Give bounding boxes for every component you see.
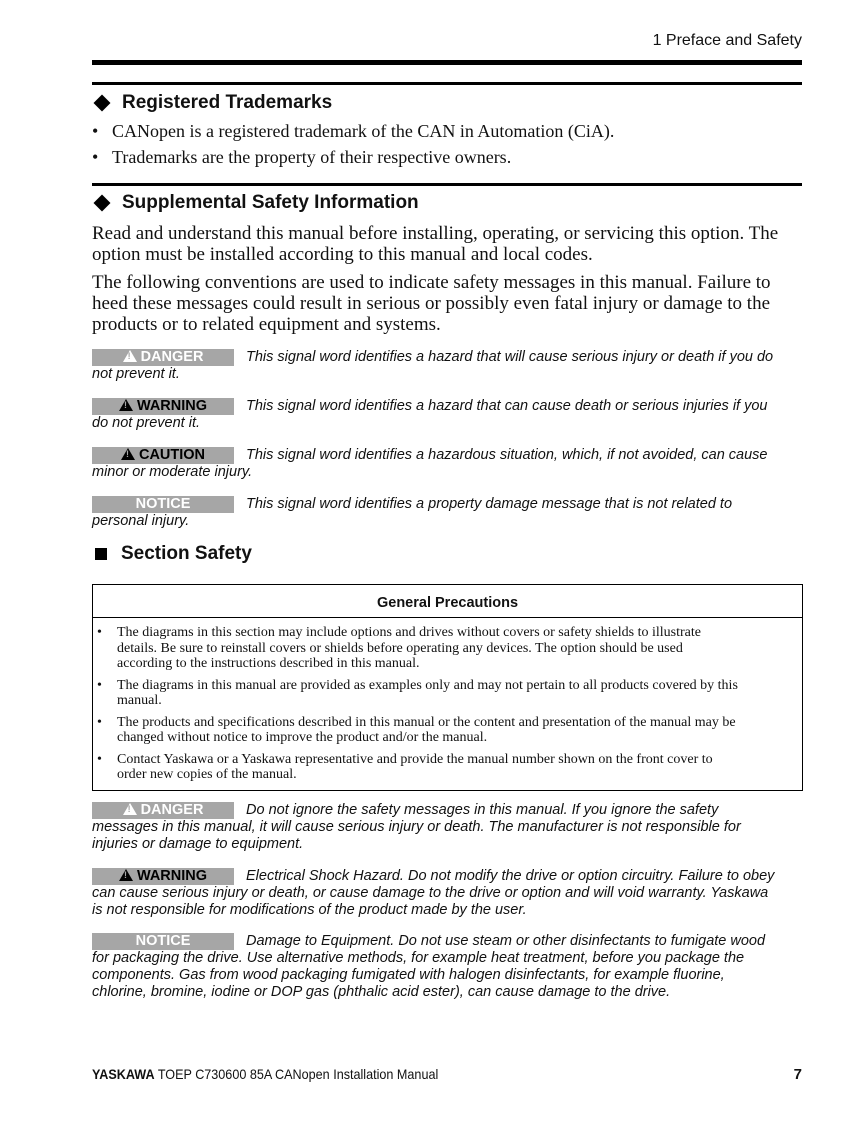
diamond-icon	[94, 95, 111, 112]
header-rule	[92, 60, 802, 65]
warning-triangle-icon	[119, 869, 133, 881]
message-notice: NOTICE Damage to Equipment. Do not use steam or other disinfectants to fumigate wood for packaging the drive. Use alternative methods, for example heat treatment, before you package the components. Gas from wood packaging fumigated with halogen disinfectants, for example fluorine, chlorine, bromine, iodine or DOP gas (phthalic acid ester), can cause damage to the drive.	[92, 933, 766, 1000]
signal-notice: NOTICE This signal word identifies a property damage message that is not related to personal injury.	[92, 496, 733, 529]
danger-badge: !DANGER	[92, 802, 234, 819]
danger-badge: !DANGER	[92, 349, 234, 366]
section-rule	[92, 82, 802, 85]
precaution-item: • The products and specifications described in this manual or the content and presentation of the manual may be changed without notice to improve the product and/or the manual.	[97, 714, 736, 745]
supplemental-heading	[92, 192, 419, 214]
warning-badge: !WARNING	[92, 868, 234, 885]
precaution-item: • Contact Yaskawa or a Yaskawa representative and provide the manual number shown on the front cover to order new copies of the manual.	[97, 751, 713, 782]
signal-danger: !DANGER This signal word identifies a hazard that will cause serious injury or death if you do not prevent it.	[92, 349, 804, 383]
trademarks-title: Registered Trademarks	[122, 92, 333, 113]
general-precautions-title: General Precautions	[93, 585, 802, 618]
warning-badge: !WARNING	[92, 398, 234, 415]
supplemental-title: Supplemental Safety Information	[122, 192, 419, 213]
diamond-icon	[94, 195, 111, 212]
signal-warning: !WARNING This signal word identifies a hazard that can cause death or serious injuries if you do not prevent it.	[92, 398, 804, 432]
trademarks-heading	[92, 92, 332, 114]
message-danger: !DANGER Do not ignore the safety messages in this manual. If you ignore the safety messages in this manual, it will cause serious injury or death. The manufacturer is not responsible for injuries or damage to equipment.	[92, 802, 804, 853]
warning-triangle-icon	[123, 803, 137, 815]
trademark-item: • Trademarks are the property of their respective owners.	[92, 147, 512, 167]
square-icon	[95, 548, 107, 560]
supplemental-para-1: Read and understand this manual before installing, operating, or servicing this option. The option must be installed according to this manual and local codes.	[92, 223, 779, 265]
warning-triangle-icon	[121, 448, 135, 460]
signal-caution: !CAUTION This signal word identifies a hazardous situation, which, if not avoided, can cause minor or moderate injury.	[92, 447, 804, 481]
chapter-header: 1 Preface and Safety	[652, 32, 802, 49]
message-warning: !WARNING Electrical Shock Hazard. Do not modify the drive or option circuitry. Failure to obey can cause serious injury or death, or cause damage to the drive or option and will void warranty. Yaskawa is not responsible for modifications of the product made by the user.	[92, 868, 804, 919]
section-safety-heading	[92, 543, 252, 565]
footer-manual-title: YASKAWA TOEP C730600 85A CANopen Installation Manual	[92, 1066, 439, 1082]
supplemental-para-2: The following conventions are used to indicate safety messages in this manual. Failure to heed these messages could result in serious or possibly even fatal injury or damage to the products or to related equipment and systems.	[92, 272, 771, 335]
general-precautions-box	[92, 584, 803, 791]
warning-triangle-icon	[119, 399, 133, 411]
warning-triangle-icon	[123, 350, 137, 362]
page-number: 7	[793, 1066, 802, 1083]
precaution-item: • The diagrams in this manual are provided as examples only and may not pertain to all products covered by this manual.	[97, 677, 738, 708]
caution-badge: !CAUTION	[92, 447, 234, 464]
notice-badge: NOTICE	[92, 933, 234, 950]
precaution-item: • The diagrams in this section may include options and drives without covers or safety shields to illustrate details. Be sure to reinstall covers or shields before operating any devices. The option should be used according to the instructions described in this manual.	[97, 625, 701, 671]
notice-badge: NOTICE	[92, 496, 234, 513]
section-safety-title: Section Safety	[121, 543, 252, 564]
section-rule	[92, 183, 802, 186]
trademark-item: • CANopen is a registered trademark of the CAN in Automation (CiA).	[92, 121, 615, 141]
